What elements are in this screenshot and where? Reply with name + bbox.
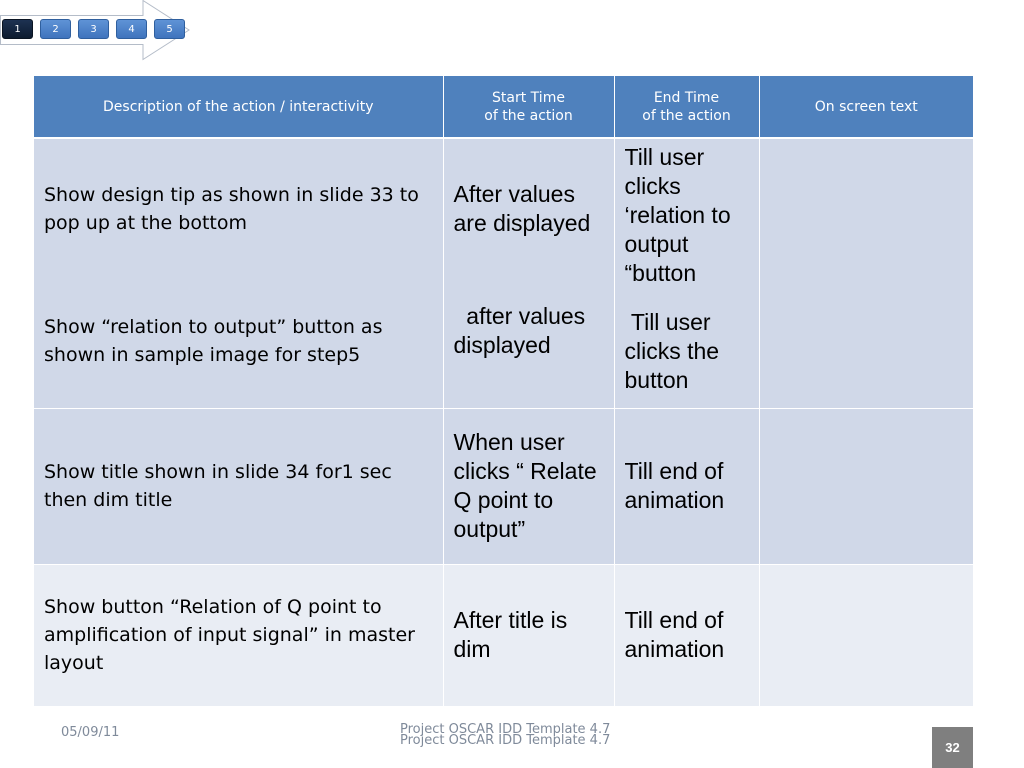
row1-description-1: Show design tip as shown in slide 33 to pop up at the bottom (44, 184, 419, 235)
row2-start-cell (443, 408, 614, 564)
row2-end: Till end of animation (624, 458, 725, 513)
header-description: Description of the action / interactivity (34, 76, 443, 138)
step-2-button[interactable]: 2 (40, 19, 71, 39)
table-row (34, 564, 973, 706)
page-number: 32 (932, 727, 973, 768)
table-header-row (34, 76, 973, 138)
row1-start-cell (443, 138, 614, 408)
row1-start-2: after values displayed (453, 303, 592, 359)
row1-end-2: Till user clicks the button (624, 309, 726, 394)
row3-onscreen-cell (759, 564, 973, 706)
footer-template-line-2: Project OSCAR IDD Template 4.7 (400, 733, 611, 748)
row1-start-1: After values are displayed (453, 181, 591, 237)
step-1-button[interactable]: 1 (2, 19, 33, 39)
row1-description-cell (34, 138, 443, 408)
row2-end-cell (614, 408, 759, 564)
step-navigator (0, 0, 200, 62)
header-start-time: Start Time of the action (443, 76, 614, 138)
header-end-time: End Time of the action (614, 76, 759, 138)
step-4-button[interactable]: 4 (116, 19, 147, 39)
idd-action-table (34, 76, 973, 707)
row2-description-cell (34, 408, 443, 564)
row3-description: Show button “Relation of Q point to amplification of input signal” in master layout (44, 596, 415, 674)
step-5-button[interactable]: 5 (154, 19, 185, 39)
footer-template-name (400, 724, 610, 746)
step-3-button[interactable]: 3 (78, 19, 109, 39)
footer-date: 05/09/11 (61, 725, 120, 740)
footer-template-line-1: Project OSCAR IDD Template 4.7 (400, 722, 611, 737)
header-on-screen-text: On screen text (759, 76, 973, 138)
row1-end-1: Till user clicks ‘relation to output “button (624, 144, 731, 287)
row3-start-cell (443, 564, 614, 706)
table-row (34, 408, 973, 564)
row3-start: After title is dim (453, 607, 568, 662)
row1-description-2: Show “relation to output” button as shown in sample image for step5 (44, 316, 383, 367)
row1-end-cell (614, 138, 759, 408)
row2-start: When user clicks “ Relate Q point to output” (453, 429, 597, 542)
row3-description-cell (34, 564, 443, 706)
row3-end-cell (614, 564, 759, 706)
table-row (34, 138, 973, 408)
row1-onscreen-cell (759, 138, 973, 408)
row2-onscreen-cell (759, 408, 973, 564)
row2-description: Show title shown in slide 34 for1 sec then dim title (44, 461, 392, 511)
row3-end: Till end of animation (624, 607, 725, 662)
